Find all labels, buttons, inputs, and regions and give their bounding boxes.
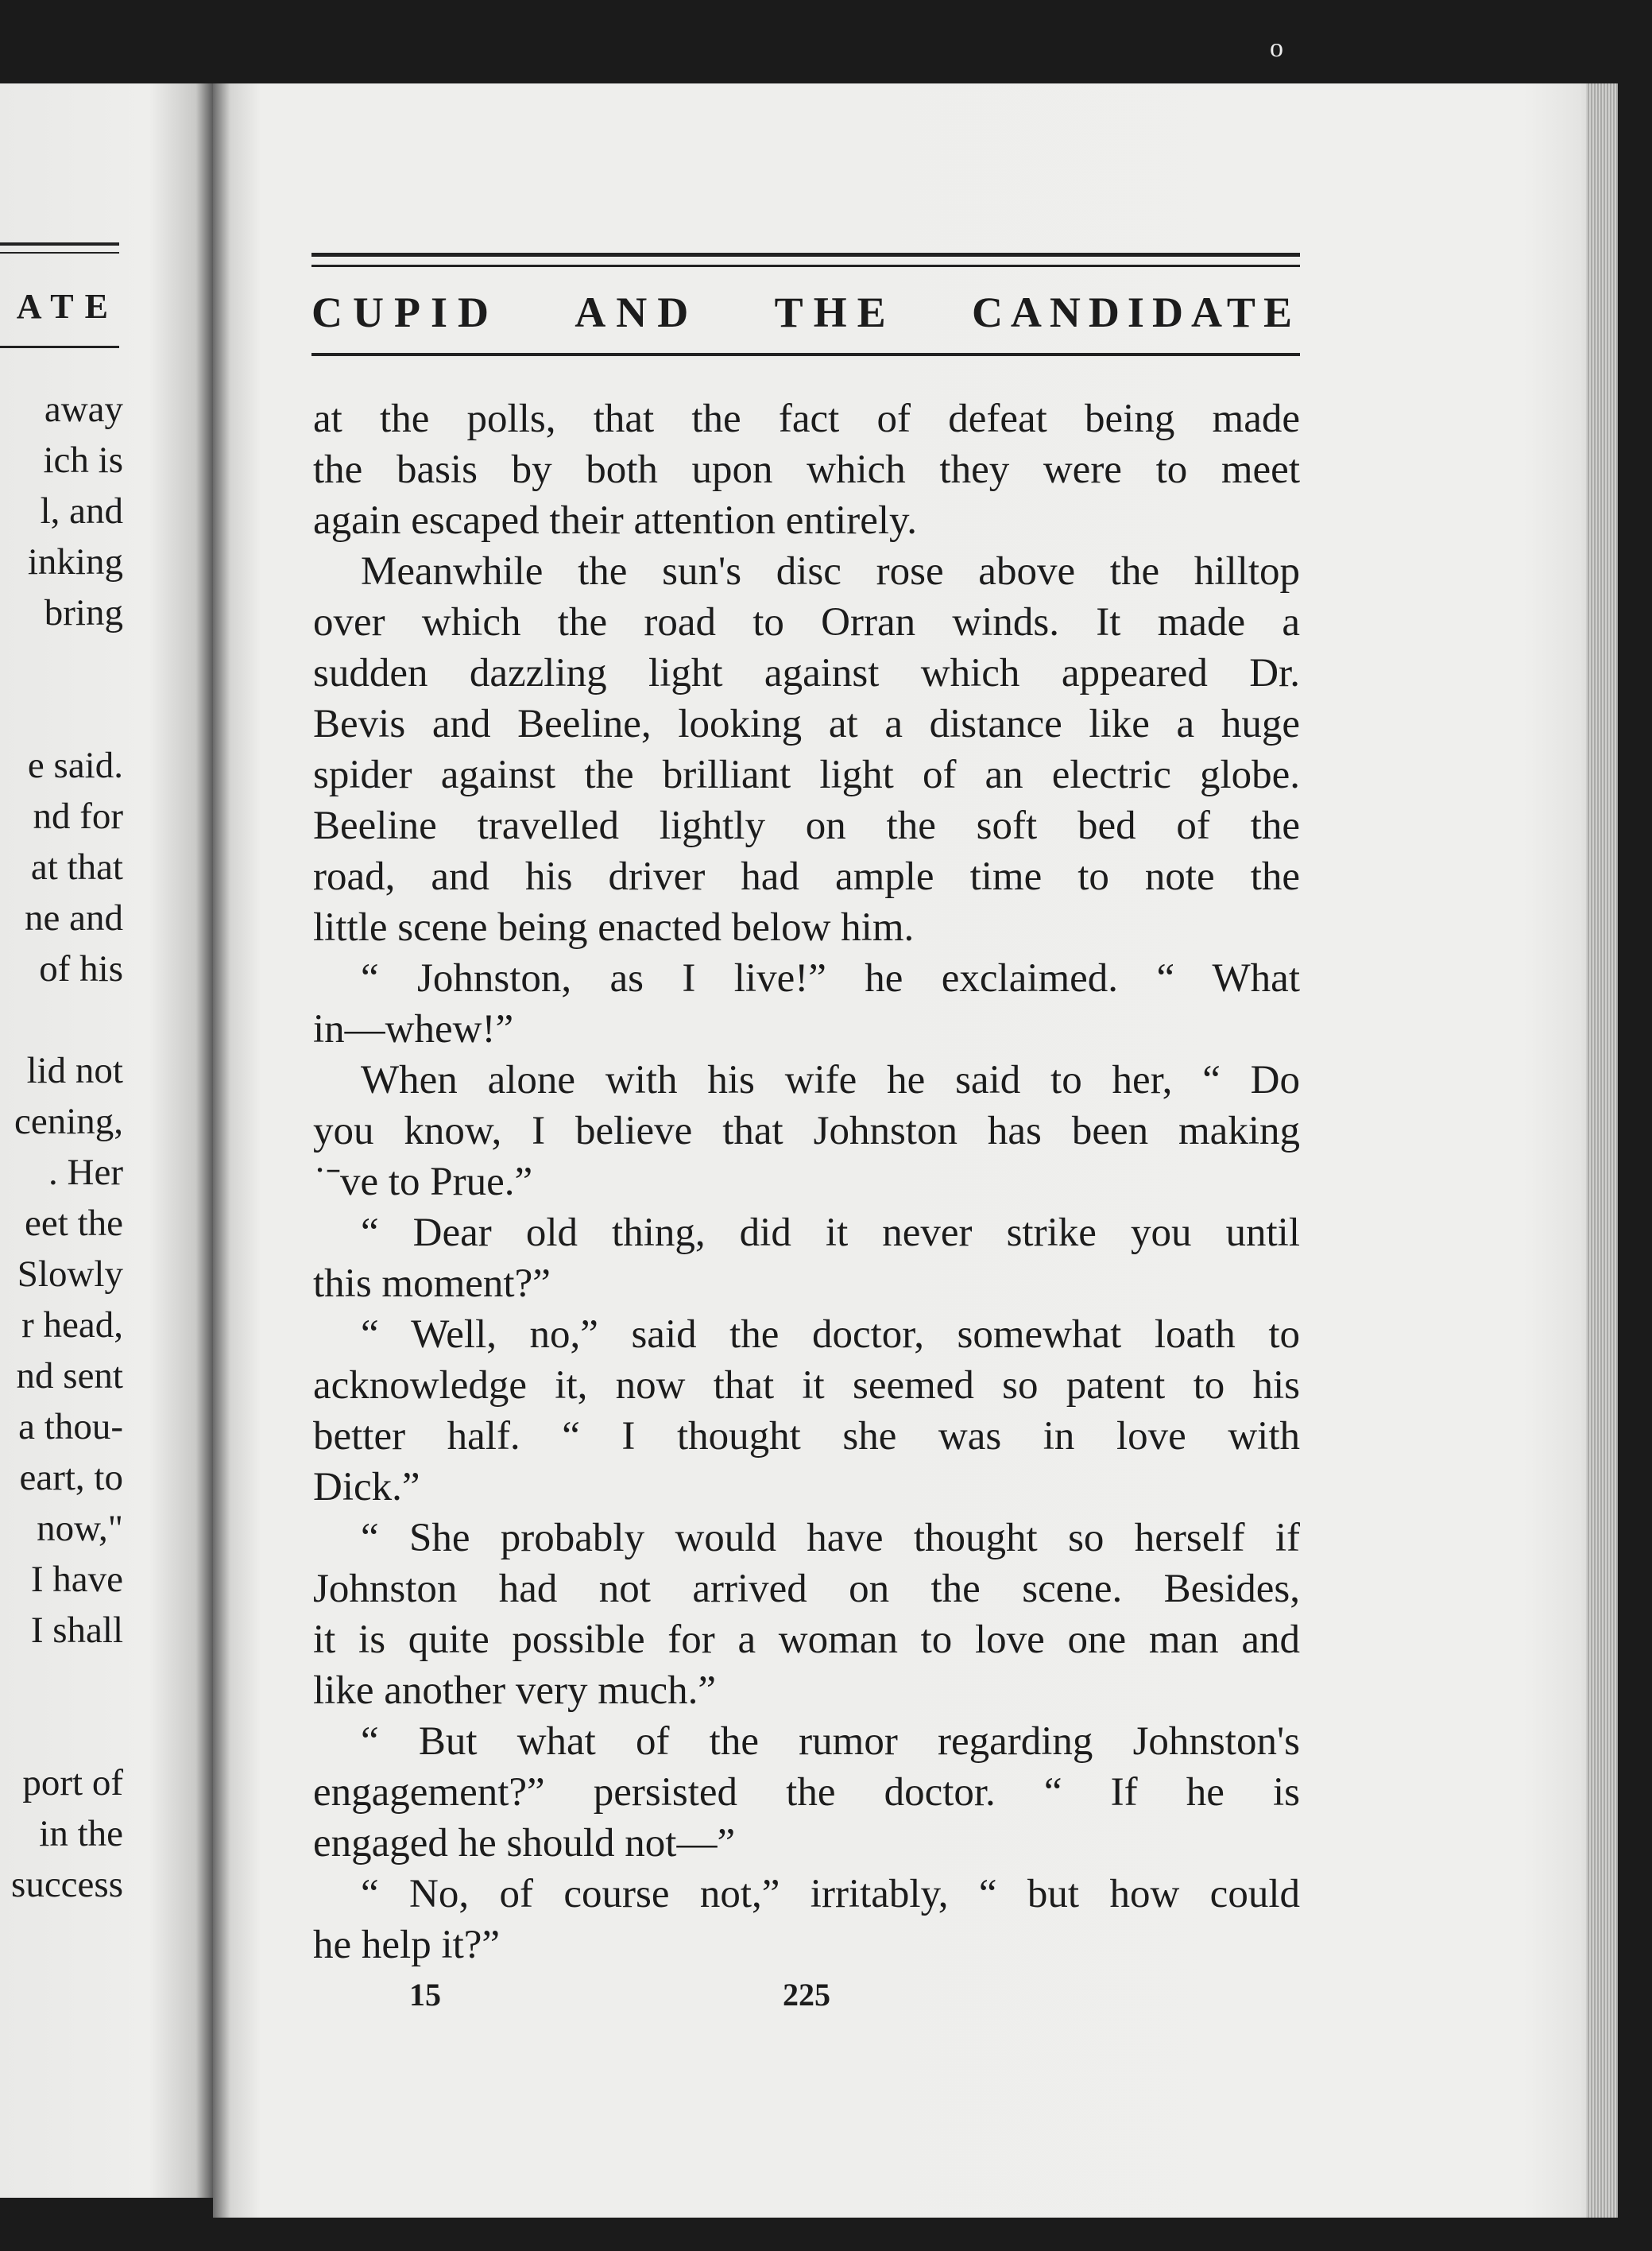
text-line: “ She probably would have thought so herself if [361,1516,1300,1560]
text-line: acknowledge it, now that it seemed so patent to his [313,1363,1300,1408]
left-text-line: Slowly [17,1253,123,1295]
left-text-line: e said. [27,745,123,786]
text-line: “ But what of the rumor regarding Johnston's [361,1719,1300,1764]
text-line: “ Johnston, as I live!” he exclaimed. “ What [361,956,1300,1001]
left-text-line [0,1656,123,1707]
left-text-line [0,638,123,689]
running-head-word: AND [575,289,699,336]
left-text-line: inking [27,541,123,583]
page-edge [1586,83,1618,2218]
text-line: at the polls, that the fact of defeat being made [313,397,1300,441]
text-line: in—whew!” [313,1007,514,1052]
body-text [313,393,1300,1970]
text-line: better half. “ I thought she was in love with [313,1414,1300,1459]
left-text-line: ich is [43,440,123,481]
text-line: like another very much.” [313,1668,716,1713]
left-header-rule-top [0,242,119,246]
left-text-line: nd sent [16,1355,123,1397]
left-header-rule-top-thin [0,252,119,254]
left-text-line: of his [39,948,123,990]
left-text-line: l, and [40,490,123,532]
left-text-line: bring [44,592,123,633]
scan-speck: o [1270,33,1283,63]
left-text-line: I have [30,1559,123,1600]
page-number: 225 [783,1977,830,2013]
text-line: engagement?” persisted the doctor. “ If he is [313,1770,1300,1815]
text-line: Bevis and Beeline, looking at a distance like a huge [313,702,1300,746]
left-text-line: away [44,389,123,430]
text-line: ˙ˉve to Prue.” [313,1160,533,1204]
text-line: “ Well, no,” said the doctor, somewhat loath to [361,1312,1300,1357]
left-facing-page [0,83,213,2198]
header-rule-top-thin [311,265,1300,267]
left-text-line: r head, [21,1304,123,1346]
left-text-line: I shall [30,1610,123,1651]
left-text-line: cening, [14,1101,123,1142]
left-text-line [0,689,123,740]
text-line: the basis by both upon which they were to meet [313,447,1300,492]
left-text-line: at that [30,847,123,888]
text-line: “ No, of course not,” irritably, “ but how could [361,1872,1300,1916]
text-line: you know, I believe that Johnston has been making [313,1109,1300,1153]
text-line: sudden dazzling light against which appeared Dr. [313,651,1300,695]
left-text-line: . Her [48,1152,123,1193]
text-line: he help it?” [313,1923,501,1967]
left-text-line: now," [37,1508,123,1549]
left-text-line: port of [22,1762,123,1804]
running-head [311,288,1300,337]
left-text-line: nd for [33,796,123,837]
signature-mark: 15 [409,1977,441,2013]
text-line: this moment?” [313,1261,551,1306]
running-head-word: CUPID [311,289,499,336]
text-line: it is quite possible for a woman to love one man and [313,1618,1300,1662]
header-rule-bottom [311,353,1300,356]
left-page-text [0,384,123,1910]
left-text-line: success [11,1864,123,1905]
text-line: Dick.” [313,1465,420,1509]
left-running-head: ATE [16,287,119,326]
left-text-line [0,1707,123,1757]
text-line: engaged he should not—” [313,1821,736,1866]
running-head-word: CANDIDATE [971,289,1300,336]
left-text-line: in the [39,1813,123,1854]
text-line: “ Dear old thing, did it never strike you until [361,1211,1300,1255]
left-text-line [0,994,123,1045]
header-rule-top-thick [311,253,1300,257]
left-text-line: a thou- [18,1406,123,1447]
text-line: When alone with his wife he said to her, “ Do [361,1058,1300,1102]
left-text-line: ne and [25,897,123,939]
running-head-word: THE [774,289,896,336]
left-text-line: eart, to [19,1457,123,1498]
text-line: again escaped their attention entirely. [313,498,917,543]
text-line: Meanwhile the sun's disc rose above the hilltop [361,549,1300,594]
left-text-line: eet the [25,1203,123,1244]
text-line: little scene being enacted below him. [313,905,915,950]
text-line: road, and his driver had ample time to note the [313,854,1300,899]
text-line: Beeline travelled lightly on the soft bed of the [313,804,1300,848]
text-line: over which the road to Orran winds. It made a [313,600,1300,645]
text-line: spider against the brilliant light of an electric globe. [313,753,1300,797]
left-header-rule-bottom [0,346,119,348]
text-line: Johnston had not arrived on the scene. Besides, [313,1567,1300,1611]
left-text-line: lid not [26,1050,123,1091]
